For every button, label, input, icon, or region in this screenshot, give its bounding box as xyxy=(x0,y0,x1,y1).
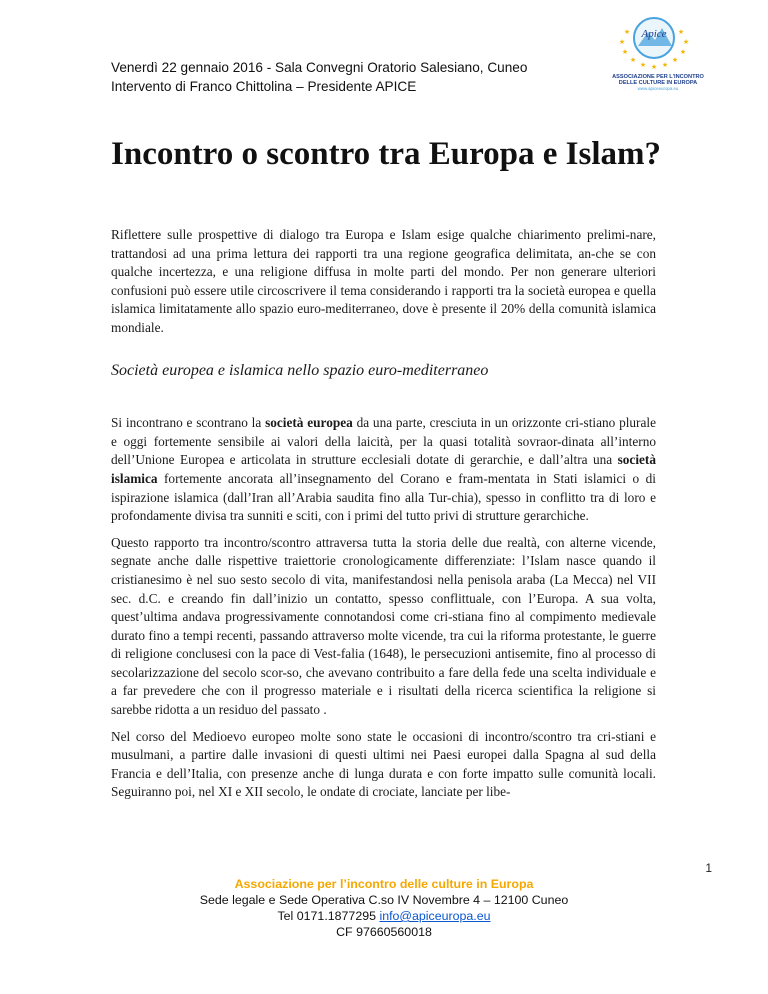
paragraph-societies: Si incontrano e scontrano la società europea da una parte, cresciuta in un orizzonte cri-stiano plurale e oggi fortemente sensibile ai valori della laicità, per la quasi totalità sovraor-dinata all’interno dell’Unione Europea e articolata in strutture ecclesiali dotate di gerarchie, e dall’altra una società islamica fortemente ancorata all’insegnamento del Corano e fram-mentata in Stati islamici o di ispirazione islamica (dall’Iran all’Arabia saudita fino alla Tur-chia), spesso in conflitto tra di loro e profondamente divisa tra sunniti e sciti, con i primi del tutto privi di strutture gerarchiche. xyxy=(111,415,656,524)
svg-text:★: ★ xyxy=(679,48,687,56)
speaker-line: Intervento di Franco Chittolina – Presidente APICE xyxy=(111,79,417,94)
document-footer xyxy=(0,876,768,940)
document-header xyxy=(111,58,527,96)
footer-email-link[interactable]: info@apiceuropa.eu xyxy=(379,909,491,923)
svg-text:★: ★ xyxy=(661,61,669,69)
logo-caption-2: DELLE CULTURE IN EUROPA xyxy=(618,80,698,86)
logo-name: Apice xyxy=(641,28,667,40)
event-line: Venerdì 22 gennaio 2016 - Sala Convegni Oratorio Salesiano, Cuneo xyxy=(111,60,528,75)
logo-website: www.apiceeuropa.eu xyxy=(637,86,679,91)
page-number: 1 xyxy=(705,861,712,875)
bold-term-european-society: società europea xyxy=(265,415,353,431)
paragraph-middle-ages: Nel corso del Medioevo europeo molte sono state le occasioni di incontro/scontro tra cri-stiani e musulmani, a partire dalle invasioni di questi ultimi nei Paesi europei dalla Spagna al sud della Francia e dell’Italia, con presenze anche di lunga durata e con forte impatto sulle comunità locali. Seguiranno poi, nel XI e XII secolo, le ondate di crociate, lanciate per libe- xyxy=(111,728,656,800)
svg-text:★: ★ xyxy=(629,56,637,64)
document-body xyxy=(111,226,656,810)
apice-logo xyxy=(600,14,716,94)
footer-cf: CF 97660560018 xyxy=(336,925,432,939)
svg-text:★: ★ xyxy=(639,61,647,69)
footer-address: Sede legale e Sede Operativa C.so IV Novembre 4 – 12100 Cuneo xyxy=(199,893,569,907)
intro-paragraph: Riflettere sulle prospettive di dialogo tra Europa e Islam esige qualche chiarimento prelimi-nare, trattandosi ad una prima lettura dei rapporti tra una regione geografica delimitata, an-che se con qualche incertezza, e una religione diffusa in molte parti del mondo. Per non generare ulteriori confusioni può essere utile circoscrivere il tema considerando i rapporti tra la società europea e quella islamica limitatamente allo spazio euro-mediterraneo, dove è presente il 20% della comunità islamica mondiale. xyxy=(111,227,656,335)
footer-association: Associazione per l’incontro delle culture in Europa xyxy=(234,877,534,891)
footer-tel: Tel 0171.1877295 xyxy=(277,909,380,923)
logo-caption-1: ASSOCIAZIONE PER L'INCONTRO xyxy=(612,74,704,80)
document-title: Incontro o scontro tra Europa e Islam? xyxy=(111,136,662,172)
svg-text:★: ★ xyxy=(623,28,631,36)
svg-text:★: ★ xyxy=(677,28,685,36)
paragraph-history: Questo rapporto tra incontro/scontro attraversa tutta la storia delle due realtà, con alterne vicende, segnate anche dalle rispettive traiettorie cronologicamente differenziate: l’Islam nasce quando il cristianesimo è nel suo sesto secolo di vita, manifestandosi nella penisola araba (La Mecca) nel VII sec. d.C. e creando fin dall’inizio un contatto, spesso conflittuale, con l’Europa. A sua volta, quest’ultima andava progressivamente connotandosi come cri-stiana fino al compimento medievale durato fino a tempi recenti, passando attraverso molte vicende, tra cui la riforma protestante, le guerre di religione conclusesi con la pace di Vest-falia (1648), le persecuzioni antisemite, fino al processo di secolarizzazione del secolo scor-so, che avevano contribuito a fare della fede una scelta individuale e a far prevedere che con il progresso materiale e i risultati della ricerca scientifica la religione si sarebbe ridotta a un residuo del passato . xyxy=(111,534,656,718)
logo-emblem-icon xyxy=(600,14,716,94)
svg-text:★: ★ xyxy=(621,48,629,56)
bold-term-islamic-society: società islamica xyxy=(111,452,656,486)
footer-contact xyxy=(0,908,768,924)
section-subheading: Società europea e islamica nello spazio euro-mediterraneo xyxy=(111,361,489,379)
svg-text:★: ★ xyxy=(682,38,690,46)
svg-text:★: ★ xyxy=(618,38,626,46)
svg-text:★: ★ xyxy=(650,63,658,71)
svg-text:★: ★ xyxy=(671,56,679,64)
